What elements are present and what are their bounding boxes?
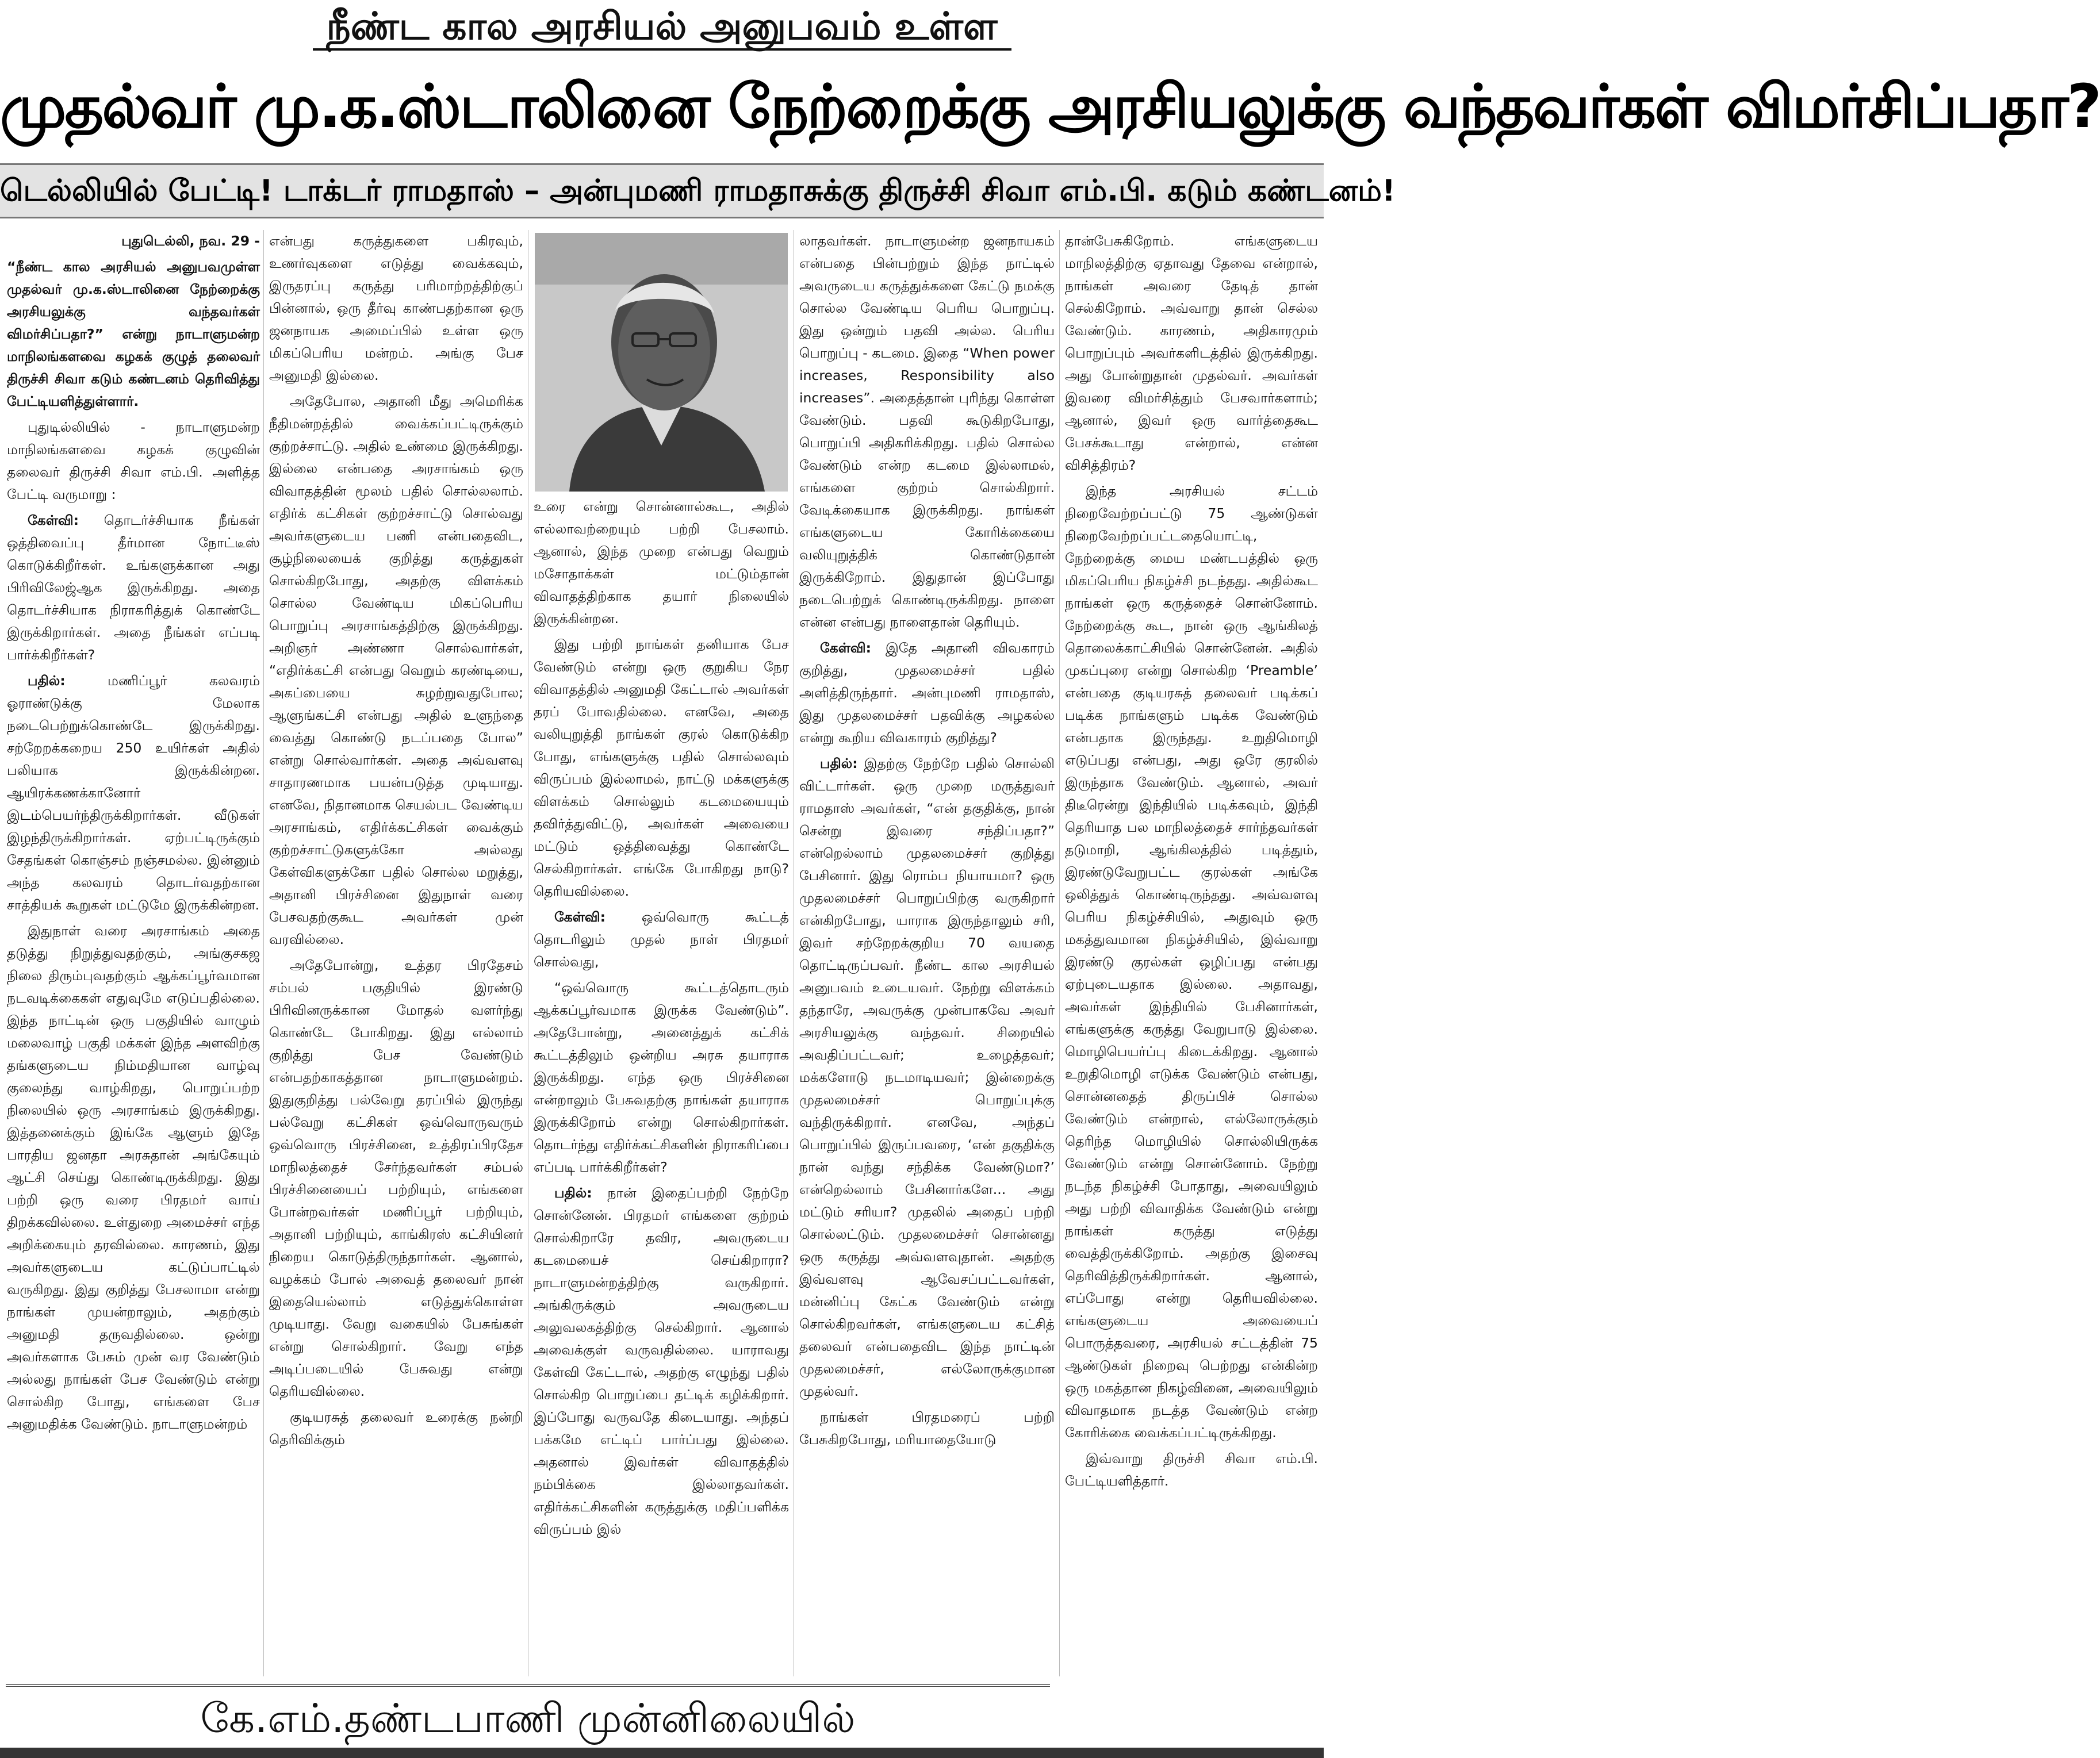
paragraph: இதுநாள் வரை அரசாங்கம் அதை தடுத்து நிறுத்துவதற்கும், அங்குசகஜ நிலை திரும்புவதற்கும் ஆக்கப்பூர்வமான நடவடிக்கைகள் எதுவுமே எடுப்பதில்லை. இந்த நாட்டின் ஒரு பகுதியில் வாழும் மலைவாழ் பகுதி மக்கள் இந்த அளவிற்கு தங்களுடைய நிம்மதியான வாழ்வு குலைந்து வாழ்கிறது, பொறுப்பற்ற நிலையில் ஒரு அரசாங்கம் இருக்கிறது. இத்தனைக்கும் இங்கே ஆளும் இதே பாரதிய ஜனதா அரசுதான் அங்கேயும் ஆட்சி செய்து கொண்டிருக்கிறது. இது பற்றி ஒரு வரை பிரதமர் வாய் திறக்கவில்லை. உள்துறை அமைச்சர் எந்த அறிக்கையும் தரவில்லை. காரணம், இது அவர்களுடைய கட்டுப்பாட்டில் வருகிறது. இது குறித்து பேசலாமா என்று நாங்கள் முயன்றாலும், அதற்கும் அனுமதி தருவதில்லை. ஒன்று அவர்களாக பேசும் முன் வர வேண்டும் அல்லது நாங்கள் பேச வேண்டும் என்று சொல்கிற போது, எங்களை பேச அனுமதிக்க வேண்டும். நாடாளுமன்றம் (7, 923, 260, 1432)
column-divider (263, 230, 264, 1676)
question-label: கேள்வி: (28, 512, 79, 528)
portrait-illustration (535, 233, 788, 492)
kicker-text: நீண்ட கால அரசியல் அனுபவம் உள்ள (313, 4, 1011, 51)
answer-label: பதில்: (820, 755, 858, 771)
answer-text: மணிப்பூர் கலவரம் ஓராண்டுக்கு மேலாக நடைபெற்றுக்கொண்டே இருக்கிறது. சற்றேறக்கறைய 250 உயிர்கள் அதில் பலியாக இருக்கின்றன. ஆயிரக்கணக்கானோர் இடம்பெயர்ந்திருக்கிறார்கள். வீடுகள் இழந்திருக்கிறார்கள். ஏற்பட்டிருக்கும் சேதங்கள் கொஞ்சம் நஞ்சமல்ல. இன்னும் அந்த கலவரம் தொடர்வதற்கான சாத்தியக் கூறுகள் மட்டுமே இருக்கின்றன. (7, 673, 260, 913)
paragraph: அதேபோன்று, உத்தர பிரதேசம் சம்பல் பகுதியில் இரண்டு பிரிவினருக்கான மோதல் வளர்ந்து கொண்டே போகிறது. இது எல்லாம் குறித்து பேச வேண்டும் என்பதற்காகத்தான நாடாளுமன்றம். இதுகுறித்து பல்வேறு தரப்பில் இருந்து பல்வேறு கட்சிகள் ஒவ்வொருவரும் ஒவ்வொரு பிரச்சினை, உத்திரப்பிரதேச மாநிலத்தைச் சேர்ந்தவர்கள் சம்பல் பிரச்சினையைப் பற்றியும், எங்களை போன்றவர்கள் மணிப்பூர் பற்றியும், அதானி பற்றியும், காங்கிரஸ் கட்சியினர் நிறைய கொடுத்திருந்தார்கள். ஆனால், வழக்கம் போல் அவைத் தலைவர் நான் இதையெல்லாம் எடுத்துக்கொள்ள முடியாது. வேறு வகையில் பேசுங்கள் என்று சொல்கிறார். வேறு எந்த அடிப்படையில் பேசுவது என்று தெரியவில்லை. (269, 957, 523, 1399)
paragraph: லாதவர்கள். நாடாளுமன்ற ஜனநாயகம் என்பதை பின்பற்றும் இந்த நாட்டில் அவருடைய கருத்துக்களை கேட்டு நமக்கு சொல்ல வேண்டிய பெரிய பொறுப்பு. இது ஒன்றும் பதவி அல்ல. பெரிய பொறுப்பு - கடமை. இதை “When power increases, Responsibility also increases”. அதைத்தான் புரிந்து கொள்ள வேண்டும். பதவி கூடுகிறபோது, பொறுப்பி அதிகரிக்கிறது. பதில் சொல்ல வேண்டும் என்ற கடமை இல்லாமல், எங்களை குற்றம் சொல்கிறார். வேடிக்கையாக இருக்கிறது. நாங்கள் எங்களுடைய கோரிக்கையை வலியுறுத்திக் கொண்டுதான் இருக்கிறோம். இதுதான் இப்போது நடைபெற்றுக் கொண்டிருக்கிறது. நாளை என்ன என்பது நாளைதான் தெரியும். (799, 233, 1055, 630)
question-text: இதே அதானி விவகாரம் குறித்து, முதலமைச்சர் பதில் அளித்திருந்தார். அன்புமணி ராமதாஸ், இது முதலமைச்சர் பதவிக்கு அழகல்ல என்று கூறிய விவகாரம் குறித்து? (799, 640, 1055, 746)
next-story-headline (6, 1684, 1050, 1748)
answer-label: பதில்: (554, 1185, 592, 1201)
lead-paragraph: “நீண்ட கால அரசியல் அனுபவமுள்ள முதல்வர் மு.க.ஸ்டாலினை நேற்றைக்கு அரசியலுக்கு வந்தவர்கள் விமர்சிப்பதா?” என்று நாடாளுமன்ற மாநிலங்களவை கழகக் குழுத் தலைவர் திருச்சி சிவா கடும் கண்டனம் தெரிவித்து பேட்டியளித்துள்ளார். (7, 259, 260, 409)
paragraph: நாங்கள் பிரதமரைப் பற்றி பேசுகிறபோது, மரியாதையோடு (799, 1409, 1055, 1448)
paragraph: உரை என்று சொன்னால்கூட, அதில் எல்லாவற்றையும் பற்றி பேசலாம். ஆனால், இந்த முறை என்பது வெறும் மசோதாக்கள் மட்டும்தான் விவாதத்திற்காக தயார் நிலையில் இருக்கின்றன. (534, 498, 789, 627)
article-column-2 (269, 230, 523, 1676)
article-column-1 (7, 230, 260, 1676)
column-divider (1059, 230, 1060, 1676)
question-label: கேள்வி: (820, 640, 872, 656)
question-text: தொடர்ச்சியாக நீங்கள் ஒத்திவைப்பு தீர்மான நோட்டீஸ் கொடுக்கிறீர்கள். உங்களுக்கான அது பிரிவிலேஜ்ஆக இருக்கிறது. அதை தொடர்ச்சியாக நிராகரித்துக் கொண்டே இருக்கிறார்கள். அதை நீங்கள் எப்படி பார்க்கிறீர்கள்? (7, 512, 260, 663)
subheadline: டெல்லியில் பேட்டி! டாக்டர் ராமதாஸ் – அன்புமணி ராமதாசுக்கு திருச்சி சிவா எம்.பி. கடும் கண்டனம்! (0, 163, 1324, 218)
answer-text: நான் இதைப்பற்றி நேற்றே சொன்னேன். பிரதமர் எங்களை குற்றம் சொல்கிறாரே தவிர, அவருடைய கடமையைச் செய்கிறாரா? நாடாளுமன்றத்திற்கு வருகிறார். அங்கிருக்கும் அவருடைய அலுவலகத்திற்கு செல்கிறார். ஆனால் அவைக்குள் வருவதில்லை. யாராவது கேள்வி கேட்டால், அதற்கு எழுந்து பதில் சொல்கிற பொறுப்பை தட்டிக் கழிக்கிறார். இப்போது வருவதே கிடையாது. அந்தப் பக்கமே எட்டிப் பார்ப்பது இல்லை. அதனால் இவர்கள் விவாதத்தில் நம்பிக்கை இல்லாதவர்கள். எதிர்க்கட்சிகளின் கருத்துக்கு மதிப்பளிக்க விருப்பம் இல் (534, 1185, 789, 1537)
next-story-title: கே.எம்.தண்டபாணி முன்னிலையில் (200, 1695, 856, 1742)
kicker-headline (0, 0, 1324, 53)
paragraph: குடியரசுத் தலைவர் உரைக்கு நன்றி தெரிவிக்கும் (269, 1409, 523, 1448)
main-headline: முதல்வர் மு.க.ஸ்டாலினை நேற்றைக்கு அரசியலுக்கு வந்தவர்கள் விமர்சிப்பதா? (0, 71, 2100, 141)
question-label: கேள்வி: (554, 909, 606, 925)
paragraph: என்பது கருத்துகளை பகிரவும், உணர்வுகளை எடுத்து வைக்கவும், இருதரப்பு கருத்து பரிமாற்றத்திற்குப் பின்னால், ஒரு தீர்வு காண்பதற்கான ஒரு ஜனநாயக அமைப்பில் உள்ள ஒரு மிகப்பெரிய மன்றம். அங்கு பேச அனுமதி இல்லை. (269, 233, 523, 383)
answer-text: இதற்கு நேற்றே பதில் சொல்லி விட்டார்கள். ஒரு முறை மருத்துவர் ராமதாஸ் அவர்கள், “என் தகுதிக்கு, நான் சென்று இவரை சந்திப்பதா?” என்றெல்லாம் முதலமைச்சர் குறித்து பேசினார். இது ரொம்ப நியாயமா? ஒரு முதலமைச்சர் பொறுப்பிற்கு வருகிறார் என்கிறபோது, யாராக இருந்தாலும் சரி, இவர் சற்றேறக்குறிய 70 வயதை தொட்டிருப்பவர். நீண்ட கால அரசியல் அனுபவம் உடையவர். நேற்று விளக்கம் தந்தாரே, அவருக்கு முன்பாகவே அவர் அரசியலுக்கு வந்தவர். சிறையில் அவதிப்பட்டவர்; உழைத்தவர்; மக்களோடு நடமாடியவர்; இன்றைக்கு முதலமைச்சர் பொறுப்புக்கு வந்திருக்கிறார். எனவே, அந்தப் பொறுப்பில் இருப்பவரை, ‘என் தகுதிக்கு நான் வந்து சந்திக்க வேண்டுமா?’ என்றெல்லாம் பேசினார்களே... அது மட்டும் சரியா? முதலில் அதைப் பற்றி சொல்லட்டும். முதலமைச்சர் சொன்னது ஒரு கருத்து அவ்வளவுதான். அதற்கு இவ்வளவு ஆவேசப்பட்டவர்கள், மன்னிப்பு கேட்க வேண்டும் என்று சொல்கிறவர்கள், எங்களுடைய கட்சித் தலைவர் என்பதைவிட இந்த நாட்டின் முதலமைச்சர், எல்லோருக்குமான முதல்வர். (799, 755, 1055, 1399)
paragraph: இந்த அரசியல் சட்டம் நிறைவேற்றப்பட்டு 75 ஆண்டுகள் நிறைவேற்றப்பட்டதையொட்டி, நேற்றைக்கு மைய மண்டபத்தில் ஒரு மிகப்பெரிய நிகழ்ச்சி நடந்தது. அதில்கூட நாங்கள் ஒரு கருத்தைச் சொன்னோம். நேற்றைக்கு கூட, நான் ஒரு ஆங்கிலத் தொலைக்காட்சியில் சொன்னேன். அதில் முகப்புரை என்று சொல்கிற ‘Preamble’ என்பதை குடியரசுத் தலைவர் படிக்கப் படிக்க நாங்களும் படிக்க வேண்டும் என்பதாக இருந்தது. உறுதிமொழி எடுப்பது என்பது, அது ஒரே குரலில் இருந்தாக வேண்டும். ஆனால், அவர் திடீரென்று இந்தியில் படிக்கவும், இந்தி தெரியாத பல மாநிலத்தைச் சார்ந்தவர்கள் தடுமாறி, ஆங்கிலத்தில் படித்தும், இரண்டுவேறுபட்ட குரல்கள் அங்கே ஒலித்துக் கொண்டிருந்தது. அவ்வளவு பெரிய நிகழ்ச்சியில், அதுவும் ஒரு மகத்துவமான நிகழ்ச்சியில், இவ்வாறு இரண்டு குரல்கள் ஒழிப்பது என்பது ஏற்புடையதாக இல்லை. அதாவது, அவர்கள் இந்தியில் பேசினார்கள், எங்களுக்கு கருத்து வேறுபாடு இல்லை. மொழிபெயர்ப்பு கிடைக்கிறது. ஆனால் உறுதிமொழி எடுக்க வேண்டும் என்பது, சொன்னதைத் திருப்பிச் சொல்ல வேண்டும் என்றால், எல்லோருக்கும் தெரிந்த மொழியில் சொல்லியிருக்க வேண்டும் என்று சொன்னோம். நேற்று நடந்த நிகழ்ச்சி போதாது, அவையிலும் அது பற்றி விவாதிக்க வேண்டும் என்று நாங்கள் கருத்து எடுத்து வைத்திருக்கிறோம். அதற்கு இசைவு தெரிவித்திருக்கிறார்கள். ஆனால், எப்போது என்று தெரியவில்லை. எங்களுடைய அவையைப் பொருத்தவரை, அரசியல் சட்டத்தின் 75 ஆண்டுகள் நிறைவு பெற்றது என்கின்ற ஒரு மகத்தான நிகழ்வினை, அவையிலும் விவாதமாக நடத்த வேண்டும் என்ற கோரிக்கை வைக்கப்பட்டிருக்கிறது. (1065, 483, 1318, 1441)
paragraph: புதுடில்லியில் - நாடாளுமன்ற மாநிலங்களவை கழகக் குழுவின் தலைவர் திருச்சி சிவா எம்.பி. அளித்த பேட்டி வருமாறு : (7, 419, 260, 502)
portrait-photo (535, 233, 788, 492)
paragraph: தான்பேசுகிறோம். எங்களுடைய மாநிலத்திற்கு ஏதாவது தேவை என்றால், நாங்கள் அவரை தேடித் தான் செல்கிறோம். அவ்வாறு தான் செல்ல வேண்டும். காரணம், அதிகாரமும் பொறுப்பும் அவர்களிடத்தில் இருக்கிறது. அது போன்றுதான் முதல்வர். அவர்கள் இவரை விமர்சித்தும் பேசவார்களாம்; ஆனால், இவர் ஒரு வார்த்தைகூட பேசக்கூடாது என்றால், என்ன விசித்திரம்? (1065, 233, 1318, 473)
paragraph: அதேபோல, அதானி மீது அமெரிக்க நீதிமன்றத்தில் வைக்கப்பட்டிருக்கும் குற்றச்சாட்டு. அதில் உண்மை இருக்கிறது. இல்லை என்பதை அரசாங்கம் ஒரு விவாதத்தின் மூலம் பதில் சொல்லலாம். எதிர்க் கட்சிகள் குற்றச்சாட்டு சொல்வது அவர்களுடைய பணி என்பதைவிட, சூழ்நிலையைக் குறித்து கருத்துகள் சொல்கிறபோது, அதற்கு விளக்கம் சொல்ல வேண்டிய மிகப்பெரிய பொறுப்பு அரசாங்கத்திற்கு இருக்கிறது. அறிஞர் அண்ணா சொல்வார்கள், “எதிர்க்கட்சி என்பது வெறும் கரண்டியை, அகப்பையை சுழற்றுவதுபோல; ஆளுங்கட்சி என்பது அதில் உளுந்தை வைத்து கொண்டு நடப்பதை போல” என்று சொல்வார்கள். அதை அவ்வளவு சாதாரணமாக பயன்படுத்த முடியாது. எனவே, நிதானமாக செயல்பட வேண்டிய அரசாங்கம், எதிர்க்கட்சிகள் வைக்கும் குற்றச்சாட்டுகளுக்கோ அல்லது கேள்விகளுக்கோ பதில் சொல்ல மறுத்து, அதானி பிரச்சினை இதுநாள் வரை பேசவதற்குகூட அவர்கள் முன் வரவில்லை. (269, 393, 523, 947)
closing-paragraph: இவ்வாறு திருச்சி சிவா எம்.பி. பேட்டியளித்தார். (1065, 1450, 1318, 1489)
article-column-5 (1065, 230, 1318, 1736)
article-column-3 (534, 496, 789, 1676)
article-column-4 (799, 230, 1055, 1676)
paragraph: இது பற்றி நாங்கள் தனியாக பேச வேண்டும் என்று ஒரு குறுகிய நேர விவாதத்தில் அனுமதி கேட்டால் அவர்கள் தரப் போவதில்லை. எனவே, அதை வலியுறுத்தி நாங்கள் குரல் கொடுக்கிற போது, எங்களுக்கு பதில் சொல்லவும் விருப்பம் இல்லாமல், நாட்டு மக்களுக்கு விளக்கம் சொல்லும் கடமையையும் தவிர்த்துவிட்டு, அவர்கள் அவையை மட்டும் ஒத்திவைத்து கொண்டே செல்கிறார்கள். எங்கே போகிறது நாடு? தெரியவில்லை. (534, 636, 789, 899)
page-bottom-strip (0, 1748, 1324, 1758)
paragraph: “ஒவ்வொரு கூட்டத்தொடரும் ஆக்கப்பூர்வமாக இருக்க வேண்டும்”. அதேபோன்று, அனைத்துக் கட்சிக் கூட்டத்திலும் ஒன்றிய அரசு தயாராக இருக்கிறது. எந்த ஒரு பிரச்சினை என்றாலும் பேசுவதற்கு நாங்கள் தயாராக இருக்கிறோம் என்று சொல்கிறார்கள். தொடர்ந்து எதிர்க்கட்சிகளின் நிராகரிப்பை எப்படி பார்க்கிறீர்கள்? (534, 980, 789, 1175)
question-text: ஒவ்வொரு கூட்டத் தொடரிலும் முதல் நாள் பிரதமர் சொல்வது, (534, 909, 789, 970)
answer-label: பதில்: (28, 673, 66, 689)
dateline: புதுடெல்லி, நவ. 29 - (121, 233, 260, 249)
